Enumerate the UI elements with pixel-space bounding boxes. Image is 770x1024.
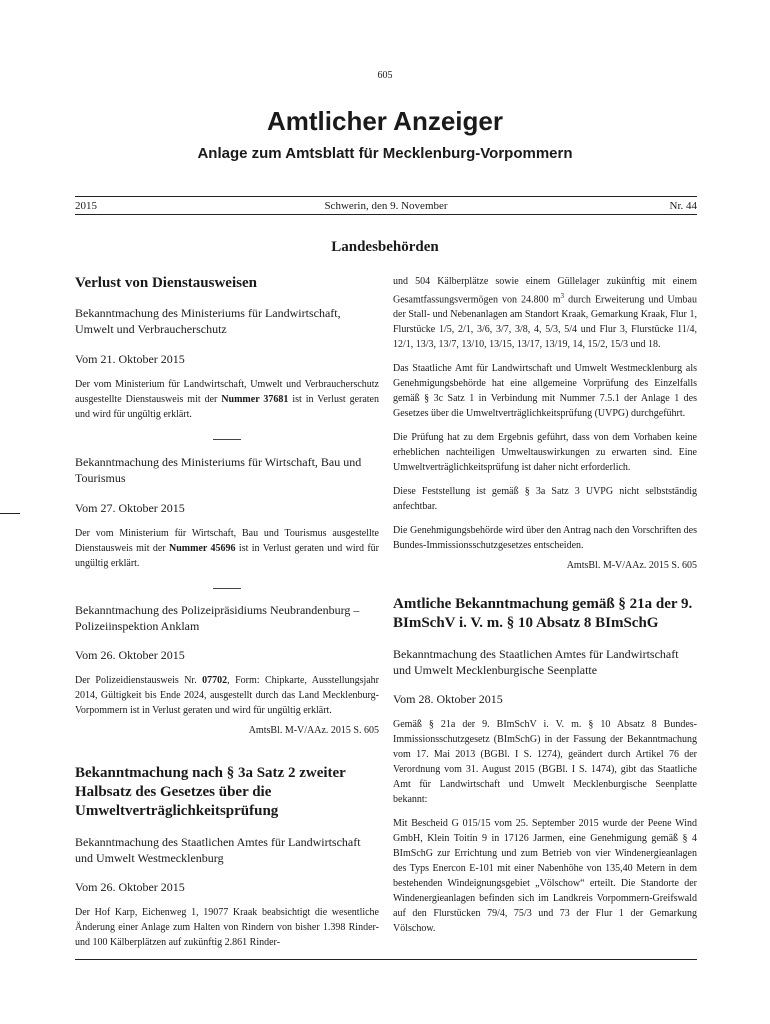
footer-rule <box>75 959 697 960</box>
notice4-date: Vom 26. Oktober 2015 <box>75 880 185 894</box>
header-rule-bottom <box>75 214 697 215</box>
publication-subtitle: Anlage zum Amtsblatt für Mecklenburg-Vorpommern <box>197 145 573 162</box>
notice5-decision: Mit Bescheid G 015/15 vom 25. September 2015 wurde der Peene Wind GmbH, Klein Toitin 9 in 17126 Jarmen, eine Genehmigung gemäß § 4 BImSchG zur Errichtung und zum Betrieb von vier Windenergieanlagen des Typs Enercon E-101 mit einer Nabenhöhe von 135,40 Metern in dem bestehenden Windeignungsgebiet „Völschow“ erteilt. Die Standorte der Windenergieanlagen befinden sich im Landkreis Vorpommern-Greifswald auf den Flurstücken 79/4, 75/3 und 73 der Flur 1 der Gemarkung Völschow. <box>393 818 697 935</box>
notice2-body: Der vom Ministerium für Wirtschaft, Bau und Tourismus ausgestellte Dienstausweis mit der Nummer 45696 ist in Verlust geraten und wird für ungültig erklärt. <box>75 528 380 569</box>
notice5-date: Vom 28. Oktober 2015 <box>393 692 503 707</box>
notice1-body: Der vom Ministerium für Landwirtschaft, Umwelt und Verbraucherschutz ausgestellte Dienstausweis mit der Nummer 37681 ist in Verlust geraten und wird für ungültig erklärt. <box>75 379 379 420</box>
notice1-date: Vom 21. Oktober 2015 <box>75 352 185 366</box>
paragraph-genehmigungsbehoerde: Die Genehmigungsbehörde wird über den Antrag nach den Vorschriften des Bundes-Immissionsschutzgesetzes entscheiden. <box>393 525 697 552</box>
publication-title: Amtlicher Anzeiger <box>267 106 503 136</box>
notice3-body: Der Polizeidienstausweis Nr. 07702, Form: Chipkarte, Ausstellungsjahr 2014, Gültigkeit bis Ende 2024, ausgestellt durch das Land Mecklenburg-Vorpommern ist in Verlust geraten und wird für ungültig erklärt. <box>75 675 380 716</box>
notice2-authority: Bekanntmachung des Ministeriums für Wirtschaft, Bau und Tourismus <box>75 455 362 485</box>
heading-bimschv-notice: Amtliche Bekanntmachung gemäß § 21a der 9. BImSchV i. V. m. § 10 Absatz 8 BImSchG <box>393 596 693 632</box>
right-column <box>393 274 697 936</box>
left-column <box>75 274 379 950</box>
notice1-authority: Bekanntmachung des Ministeriums für Landwirtschaft, Umwelt und Verbraucherschutz <box>75 306 341 336</box>
notice3-reference: AmtsBl. M-V/AAz. 2015 S. 605 <box>248 725 379 736</box>
notice3-authority: Bekanntmachung des Polizeipräsidiums Neubrandenburg – Polizeiinspektion Anklam <box>75 603 360 633</box>
heading-uvp-notice: Bekanntmachung nach § 3a Satz 2 zweiter Halbsatz des Gesetzes über die Umweltverträglichkeitsprüfung <box>75 765 346 819</box>
paragraph-ergebnis: Die Prüfung hat zu dem Ergebnis geführt, dass von dem Vorhaben keine erheblichen nachteiligen Umweltauswirkungen zu erwarten sind. Eine Umweltverträglichkeitsprüfung ist daher nicht erforderlich. <box>393 432 697 474</box>
page-number: 605 <box>377 70 393 81</box>
header-rule-top <box>75 196 697 197</box>
notice4-reference: AmtsBl. M-V/AAz. 2015 S. 605 <box>566 560 697 572</box>
margin-mark <box>0 513 20 514</box>
notice5-authority: Bekanntmachung des Staatlichen Amtes für Landwirtschaft und Umwelt Mecklenburgische Seenplatte <box>393 647 679 678</box>
issue-place-date: Schwerin, den 9. November <box>324 200 448 212</box>
notice4-authority: Bekanntmachung des Staatlichen Amtes für Landwirtschaft und Umwelt Westmecklenburg <box>75 835 361 865</box>
paragraph-vorpruefung: Das Staatliche Amt für Landwirtschaft und Umwelt Westmecklenburg als Genehmigungsbehörde hat eine allgemeine Vorprüfung des Einzelfalls gemäß § 3c Satz 1 in Verbindung mit Nummer 7.5.1 der Anlage 1 des Gesetzes über die Umweltverträglichkeitsprüfung (UVPG) durchgeführt. <box>393 363 697 420</box>
issue-number: Nr. 44 <box>669 200 697 212</box>
issue-year: 2015 <box>75 200 97 212</box>
section-title: Landesbehörden <box>331 239 439 255</box>
heading-lost-ids: Verlust von Dienstausweisen <box>75 275 257 291</box>
paragraph-feststellung: Diese Feststellung ist gemäß § 3a Satz 3 UVPG nicht selbstständig anfechtbar. <box>393 486 697 513</box>
notice5-legal-basis: Gemäß § 21a der 9. BImSchV i. V. m. § 10 Absatz 8 Bundes-Immissionsschutzgesetz (BImSchG) in der Fassung der Bekanntmachung vom 17. Mai 2013 (BGBl. I S. 1274), geändert durch Artikel 76 der Verordnung vom 31. August 2015 (BGBl. I S. 1474), gibt das Staatliche Amt für Landwirtschaft und Umwelt Mecklenburgische Seenplatte bekannt: <box>393 719 697 806</box>
notice2-date: Vom 27. Oktober 2015 <box>75 501 185 515</box>
notice4-body: Der Hof Karp, Eichenweg 1, 19077 Kraak beabsichtigt die wesentliche Änderung einer Anlage zum Halten von Rindern von bisher 1.398 Rinder- und 100 Kälberplätzen auf zukünftig 2.861 Rinder- <box>75 907 379 948</box>
notice4-body-continued: und 504 Kälberplätze sowie einem Güllelager zukünftig mit einem Gesamtfassungsvermögen von 24.800 $m^3$ durch Erweiterung und Umbau der Stall- und Nebenanlagen am Standort Kraak, Gemarkung Kraak, Flur 1, Flurstücke 1/5, 2/1, 3/6, 3/7, 3/8, 4, 5/3, 5/4 und Flur 3, Flurstücke 11/4, 12/1, 13/3, 13/7, 13/10, 13/15, 13/17, 13/19, 14, 15/2, 15/3 und 18. <box>393 276 697 351</box>
notice3-date: Vom 26. Oktober 2015 <box>75 648 185 662</box>
